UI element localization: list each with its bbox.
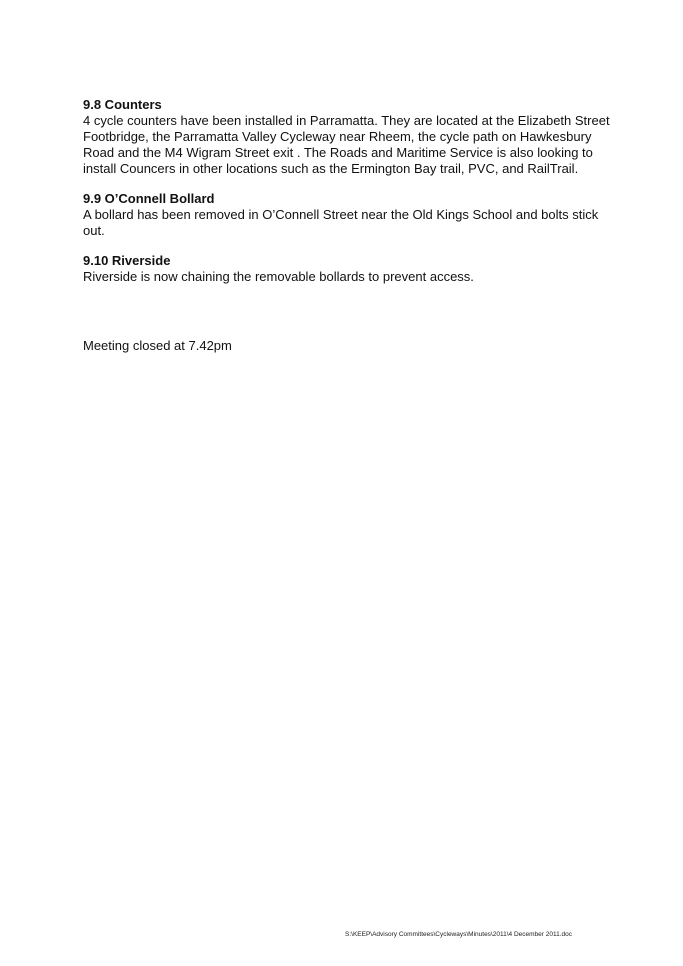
section-oconnell-bollard — [83, 191, 623, 239]
footer-file-path: S:\KEEP\Advisory Committees\Cycleways\Minutes\2011\4 December 2011.doc — [345, 931, 572, 938]
section-body: Riverside is now chaining the removable bollards to prevent access. — [83, 269, 474, 284]
minutes-content — [83, 97, 623, 299]
section-counters — [83, 97, 623, 177]
section-heading: 9.10 Riverside — [83, 253, 171, 268]
meeting-closed-text: Meeting closed at 7.42pm — [83, 338, 232, 353]
section-body: A bollard has been removed in O’Connell Street near the Old Kings School and bolts stick out. — [83, 207, 599, 238]
section-body: 4 cycle counters have been installed in Parramatta. They are located at the Elizabeth Street Footbridge, the Parramatta Valley Cycleway near Rheem, the cycle path on Hawkesbury Road and the M4 Wigram Street exit . The Roads and Maritime Service is also looking to install Councers in other locations such as the Ermington Bay trail, PVC, and RailTrail. — [83, 113, 610, 176]
section-heading: 9.8 Counters — [83, 97, 162, 112]
section-riverside — [83, 253, 623, 285]
section-heading: 9.9 O’Connell Bollard — [83, 191, 215, 206]
